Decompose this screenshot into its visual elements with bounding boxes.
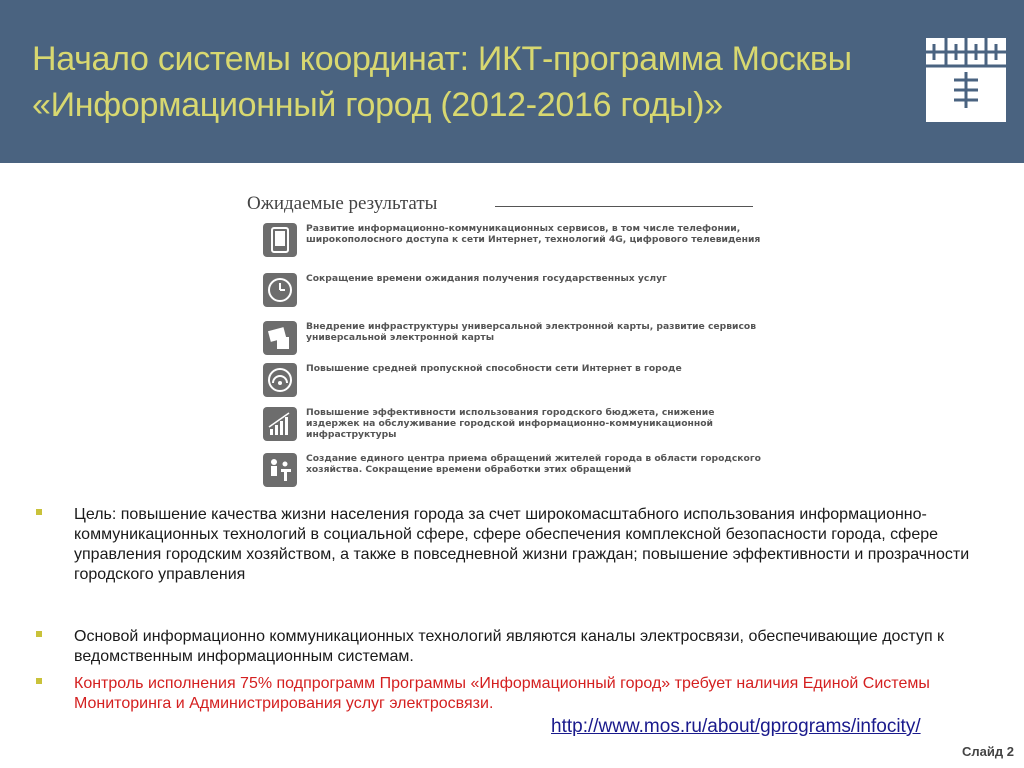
card-icon [263,321,297,355]
bullet-marker [36,678,42,684]
bullet-text: Контроль исполнения 75% подпрограмм Программы «Информационный город» требует наличия Единой Системы Мониторинга и Администрирования услуг электросвязи. [74,675,930,712]
heading-divider [495,206,753,207]
result-text: Развитие информационно-коммуникационных сервисов, в том числе телефонии, широкополосного доступа к сети Интернет, технологий 4G, цифрового телевидения [306,223,761,245]
slide-header [0,0,1024,163]
results-heading: Ожидаемые результаты [247,193,438,214]
result-item [263,273,763,313]
result-text: Создание единого центра приема обращений жителей города в области городского хозяйства. Сокращение времени обработки этих обращений [306,453,761,475]
result-text: Внедрение инфраструктуры универсальной электронной карты, развитие сервисов универсальной электронной карты [306,321,757,343]
clock-icon [263,273,297,307]
title-line-2: «Информационный город (2012-2016 годы)» [32,86,723,124]
wifi-icon [263,363,297,397]
program-link[interactable]: http://www.mos.ru/about/gprograms/infocity/ [551,716,921,737]
result-text: Сокращение времени ожидания получения государственных услуг [306,273,667,284]
result-item [263,407,763,447]
phone-icon [263,223,297,257]
result-item [263,453,763,493]
title-line-1: Начало системы координат: ИКТ-программа Москвы [32,40,852,78]
slide-title [32,36,892,128]
expected-results-panel [245,185,765,495]
result-item [263,223,763,263]
growth-chart-icon [263,407,297,441]
bullet-text: Цель: повышение качества жизни населения города за счет широкомасштабного использования информационно-коммуникационных технологий в социальной сфере, сфере обеспечения комплексной безопасности города, сфере управления городским хозяйством, а также в повседневной жизни граждан; повышение эффективности и прозрачности городского управления [74,506,970,583]
bullet-marker [36,631,42,637]
slide-number: Слайд 2 [962,744,1014,759]
bullet-marker [36,509,42,515]
result-text: Повышение эффективности использования городского бюджета, снижение издержек на обслуживание городской информационно-коммуникационной инфраструктуры [306,407,715,440]
service-desk-icon [263,453,297,487]
result-text: Повышение средней пропускной способности сети Интернет в городе [306,363,682,374]
result-item [263,363,763,403]
bullet-text: Основой информационно коммуникационных технологий являются каналы электросвязи, обеспечивающие доступ к ведомственным информационным системам. [74,628,945,665]
result-item [263,321,763,361]
moscow-grid-logo-icon [924,36,1008,124]
